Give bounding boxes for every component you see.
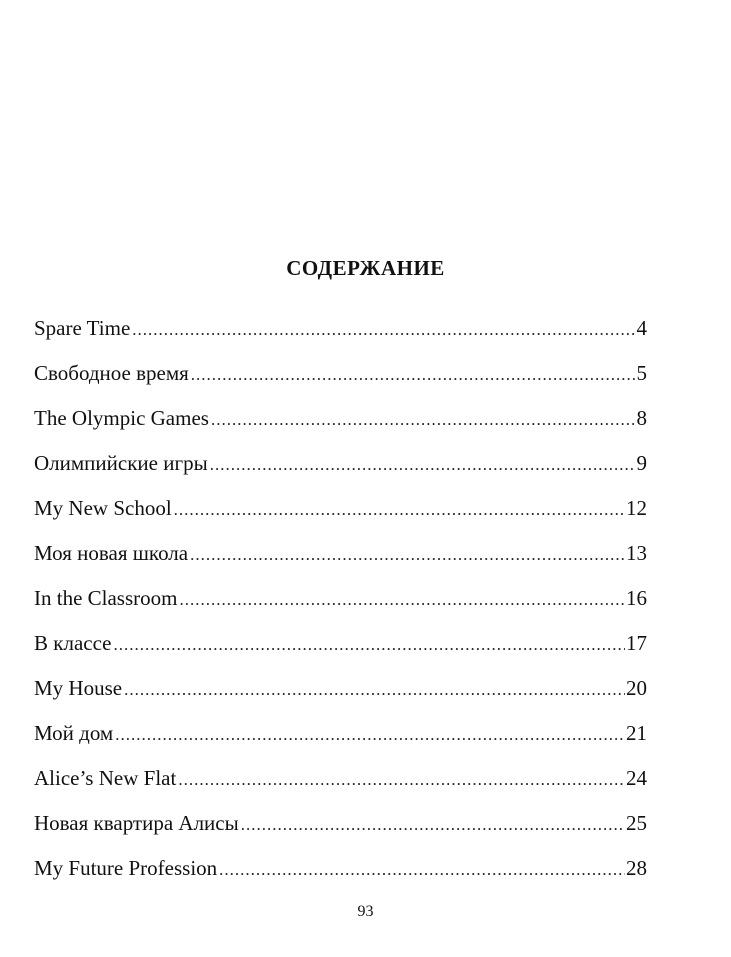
toc-entry-page: 9 (636, 451, 647, 475)
toc-entry-title: The Olympic Games (34, 406, 209, 430)
toc-entry (34, 358, 647, 403)
dot-leader (178, 765, 625, 795)
toc-entry-title: Новая квартира Алисы (34, 811, 239, 835)
toc-entry (34, 673, 647, 718)
toc-entry-page: 24 (626, 766, 647, 790)
toc-entry-title: Свободное время (34, 361, 189, 385)
page-title: СОДЕРЖАНИЕ (286, 256, 445, 280)
toc-entry (34, 808, 647, 853)
toc-entry-title: В классе (34, 631, 112, 655)
dot-leader (211, 405, 636, 435)
dot-leader (115, 720, 625, 750)
dot-leader (219, 855, 625, 885)
toc-entry-title: Олимпийские игры (34, 451, 208, 475)
toc-entry-page: 13 (626, 541, 647, 565)
toc-entry-page: 21 (626, 721, 647, 745)
dot-leader (241, 810, 625, 840)
toc-entry-page: 8 (636, 406, 647, 430)
toc-entry-page: 12 (626, 496, 647, 520)
toc-entry (34, 853, 647, 898)
toc-entry-page: 16 (626, 586, 647, 610)
toc-entry (34, 763, 647, 808)
toc-entry-page: 25 (626, 811, 647, 835)
toc-entry-title: My Future Profession (34, 856, 218, 880)
toc-entry-title: Spare Time (34, 316, 131, 340)
table-of-contents (34, 313, 647, 898)
toc-entry (34, 403, 647, 448)
toc-entry-page: 17 (626, 631, 647, 655)
toc-entry-page: 28 (626, 856, 647, 880)
toc-entry (34, 448, 647, 493)
dot-leader (179, 585, 625, 615)
dot-leader (132, 315, 635, 345)
dot-leader (124, 675, 625, 705)
toc-entry-title: My New School (34, 496, 172, 520)
dot-leader (190, 540, 625, 570)
toc-entry-title: In the Classroom (34, 586, 178, 610)
toc-entry (34, 628, 647, 673)
toc-entry (34, 718, 647, 763)
dot-leader (191, 360, 636, 390)
dot-leader (174, 495, 625, 525)
toc-entry (34, 583, 647, 628)
toc-entry-title: Alice’s New Flat (34, 766, 177, 790)
toc-entry-title: My House (34, 676, 123, 700)
toc-entry-page: 5 (636, 361, 647, 385)
toc-entry (34, 313, 647, 358)
toc-entry-title: Моя новая школа (34, 541, 189, 565)
toc-entry-title: Мой дом (34, 721, 114, 745)
toc-entry-page: 20 (626, 676, 647, 700)
dot-leader (210, 450, 636, 480)
dot-leader (113, 630, 625, 660)
toc-entry (34, 538, 647, 583)
toc-entry (34, 493, 647, 538)
toc-entry-page: 4 (636, 316, 647, 340)
page-number: 93 (357, 903, 374, 920)
